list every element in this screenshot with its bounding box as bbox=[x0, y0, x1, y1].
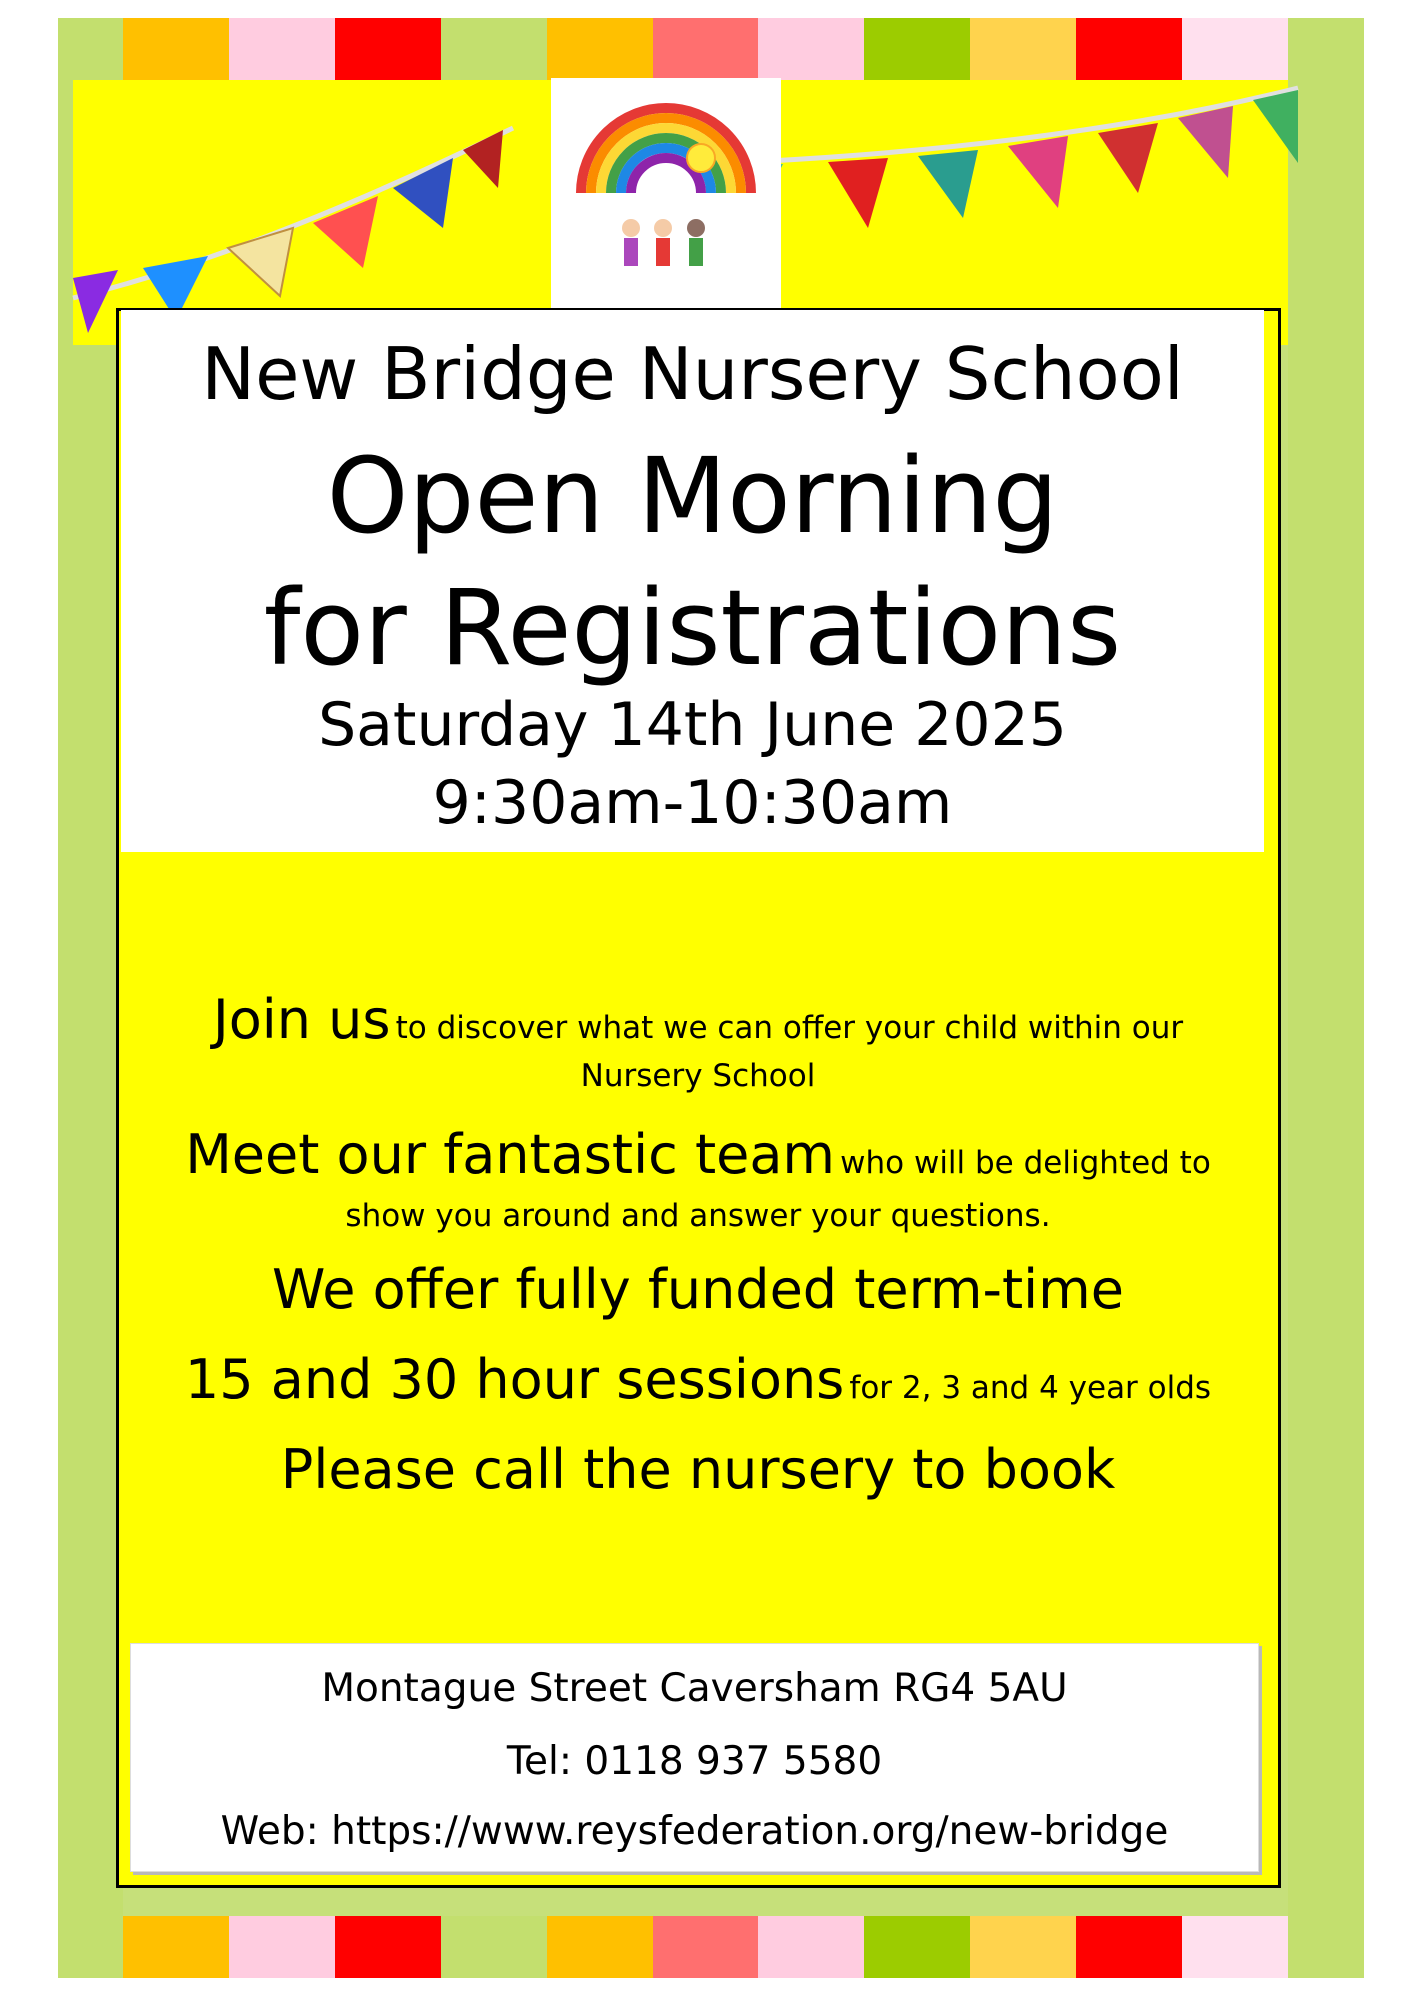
sessions-heading: 15 and 30 hour sessions bbox=[184, 1348, 845, 1411]
event-time: 9:30am-10:30am bbox=[432, 768, 953, 838]
join-text-2: Nursery School bbox=[580, 1058, 816, 1094]
telephone: Tel: 0118 937 5580 bbox=[506, 1739, 883, 1784]
contact-box bbox=[130, 1643, 1259, 1872]
bottom-color-stripe bbox=[123, 1916, 1288, 1978]
school-name: New Bridge Nursery School bbox=[201, 332, 1184, 416]
join-text: to discover what we can offer your child within our bbox=[395, 1010, 1184, 1046]
offer-line: We offer fully funded term-time bbox=[272, 1258, 1124, 1321]
meet-text: who will be delighted to bbox=[840, 1145, 1211, 1181]
title-box bbox=[121, 310, 1264, 852]
meet-heading: Meet our fantastic team bbox=[185, 1123, 836, 1186]
meet-text-2: show you around and answer your questions. bbox=[345, 1198, 1051, 1234]
website: Web: https://www.reysfederation.org/new-bridge bbox=[220, 1809, 1169, 1854]
address: Montague Street Caversham RG4 5AU bbox=[321, 1666, 1068, 1711]
headline-line-2: for Registrations bbox=[263, 567, 1122, 689]
rainbow-icon bbox=[551, 78, 781, 308]
join-paragraph bbox=[133, 988, 1263, 1051]
poster bbox=[58, 18, 1364, 1978]
school-logo bbox=[551, 78, 781, 308]
join-heading: Join us bbox=[212, 988, 391, 1051]
top-color-stripe bbox=[123, 18, 1288, 80]
event-date: Saturday 14th June 2025 bbox=[318, 690, 1067, 760]
sessions-line bbox=[133, 1348, 1263, 1411]
headline bbox=[121, 430, 1264, 694]
call-line: Please call the nursery to book bbox=[280, 1438, 1116, 1501]
meet-paragraph bbox=[133, 1123, 1263, 1186]
headline-line-1: Open Morning bbox=[326, 435, 1059, 557]
sessions-text: for 2, 3 and 4 year olds bbox=[849, 1370, 1212, 1406]
